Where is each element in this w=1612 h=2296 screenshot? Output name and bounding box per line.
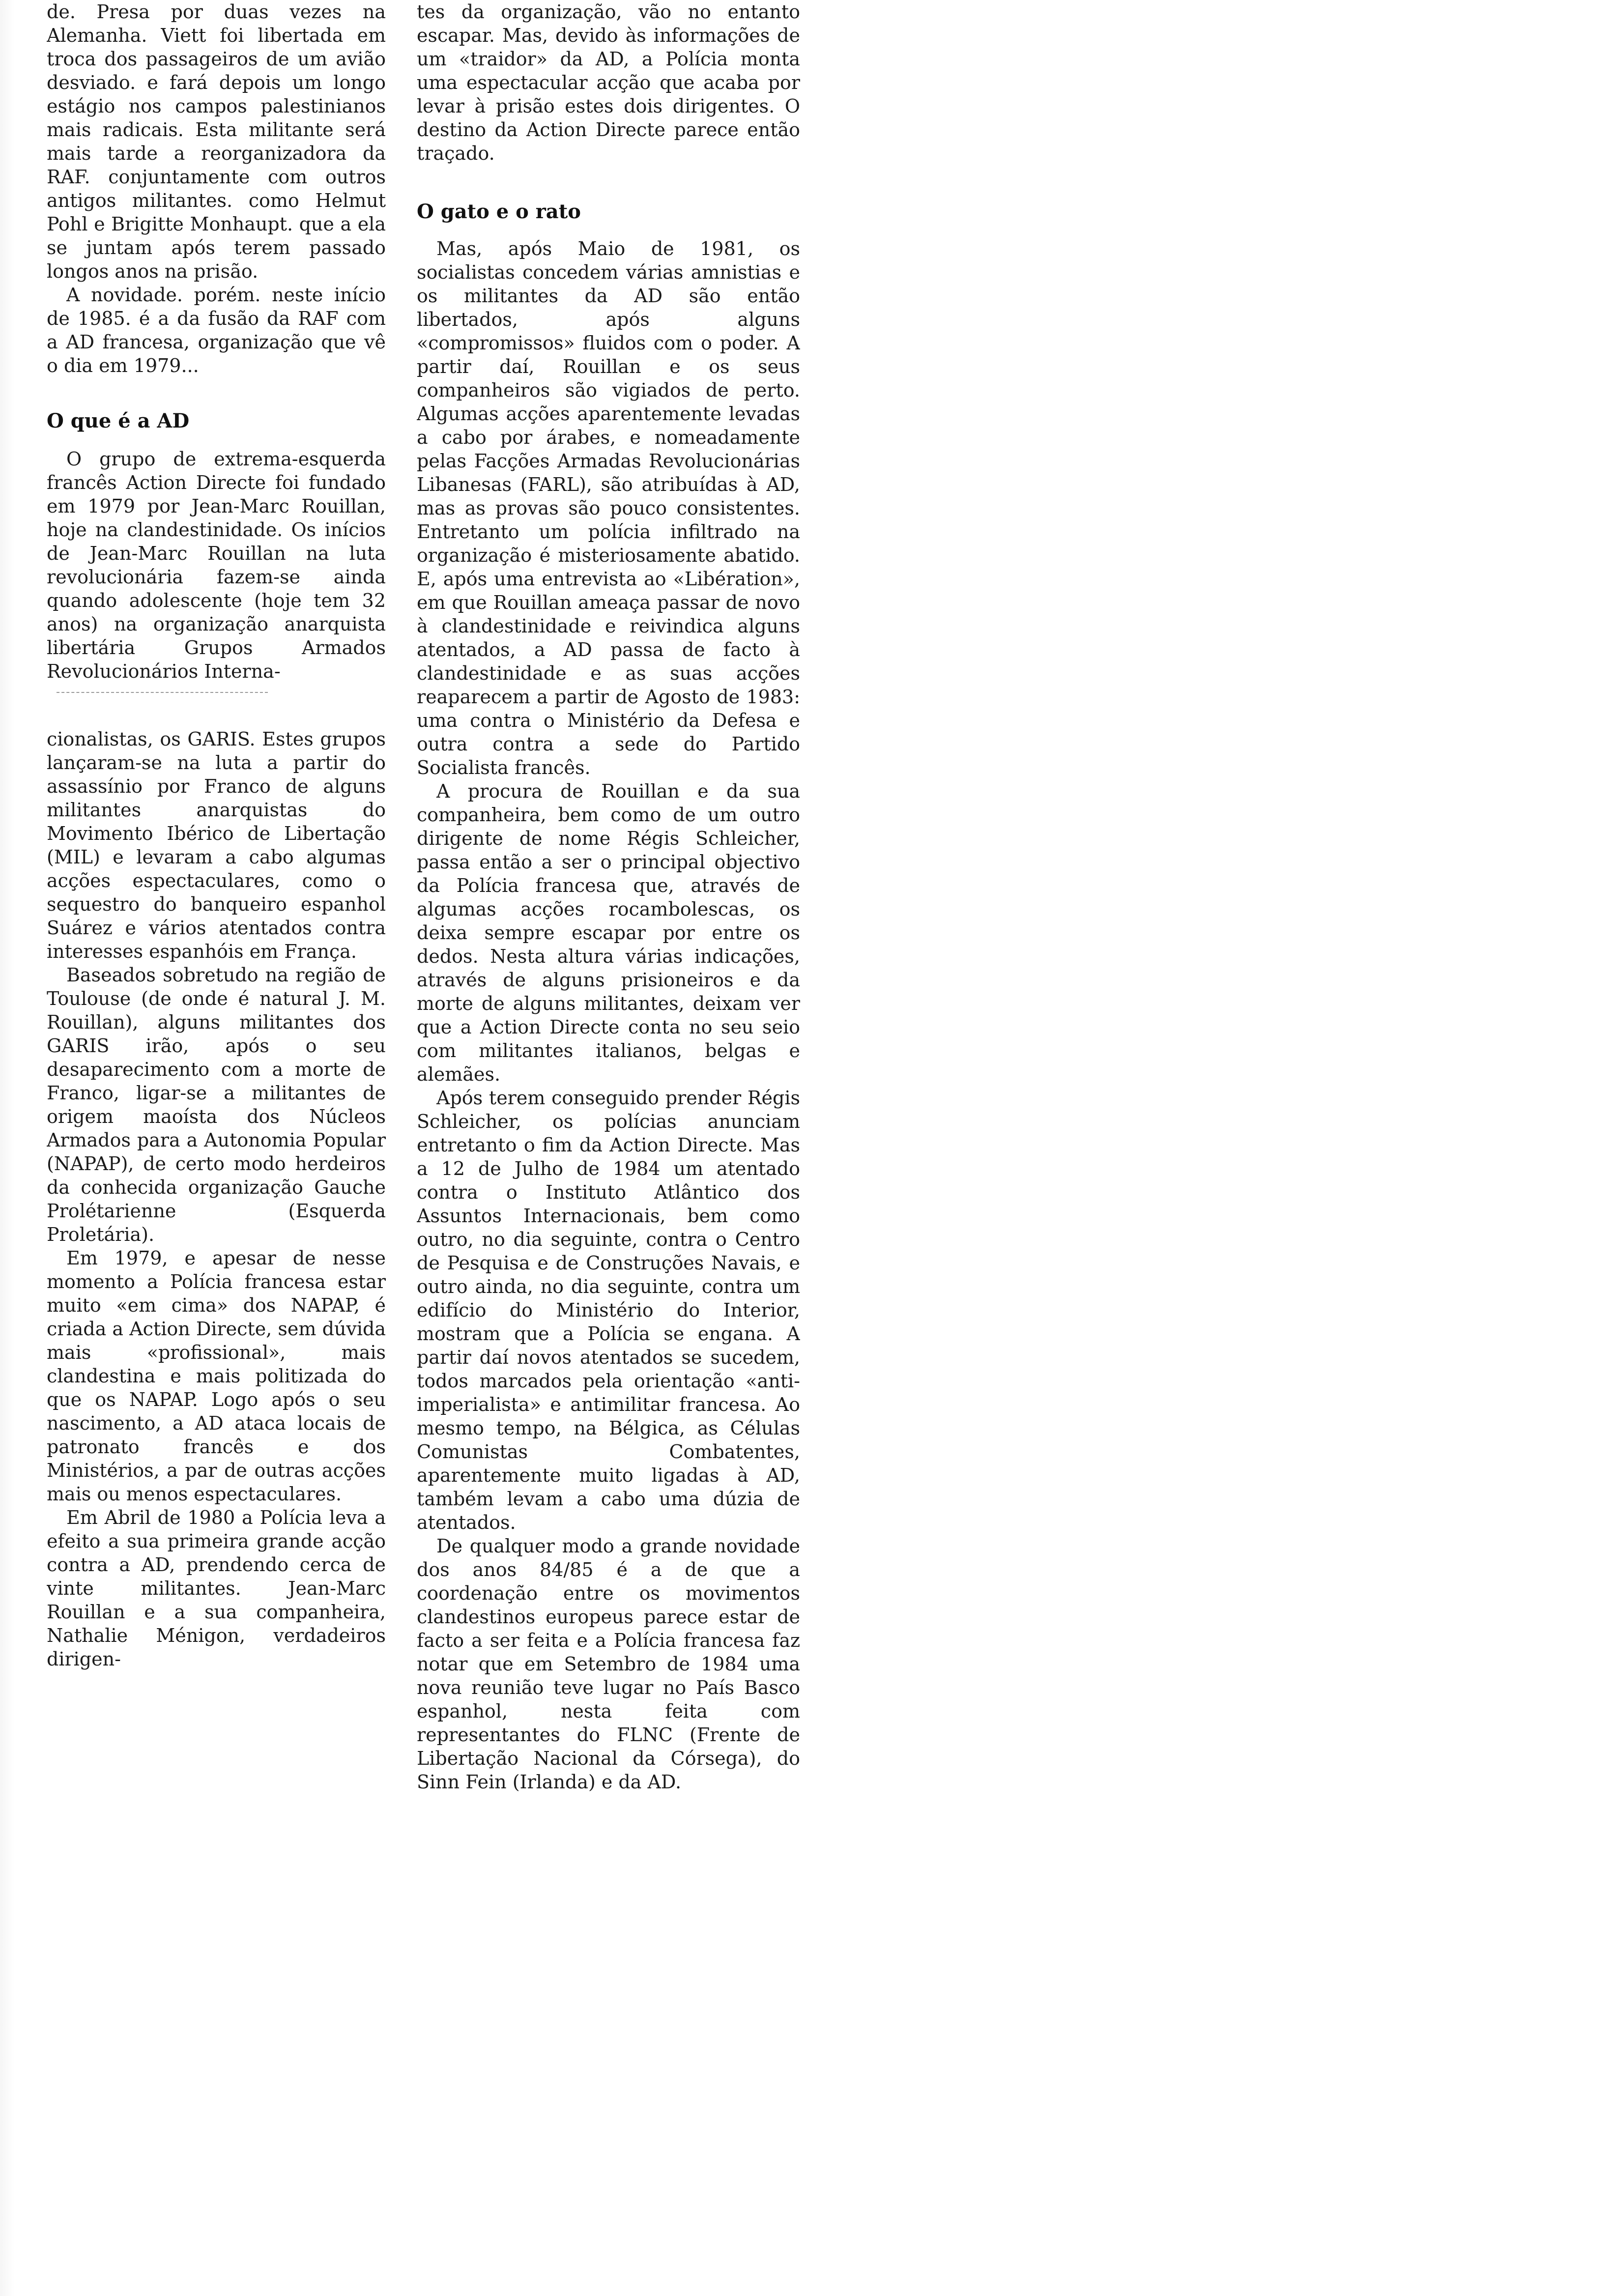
article-paragraph: de. Presa por duas vezes na Alemanha. Viett foi libertada em troca dos passageiros de um avião desviado. e fará depois um longo estágio nos campos palestinianos mais radicais. Esta militante será mais tarde a reorganizadora da RAF. conjuntamente com outros antigos militantes. como Helmut Pohl e Brigitte Monhaupt. que a ela se juntam após terem passado longos anos na prisão. (47, 1, 386, 282)
article-paragraph: De qualquer modo a grande novidade dos anos 84/85 é a de que a coordenação entre os movimentos clandestinos europeus parece estar de facto a ser feita e a Polícia francesa faz notar que em Setembro de 1984 uma nova reunião teve lugar no País Basco espanhol, nesta feita com representantes do FLNC (Frente de Libertação Nacional da Córsega), do Sinn Fein (Irlanda) e da AD. (417, 1535, 800, 1793)
article-paragraph: A novidade. porém. neste início de 1985. é a da fusão da RAF com a AD francesa, organização que vê o dia em 1979... (47, 284, 386, 376)
article-paragraph: O grupo de extrema-esquerda francês Action Directe foi fundado em 1979 por Jean-Marc Rouillan, hoje na clandestinidade. Os inícios de Jean-Marc Rouillan na luta revolucionária fazem-se ainda quando adolescente (hoje tem 32 anos) na organização anarquista libertária Grupos Armados Revolucionários Interna- (47, 448, 386, 682)
article-paragraph: cionalistas, os GARIS. Estes grupos lançaram-se na luta a partir do assassínio por Franco de alguns militantes anarquistas do Movimento Ibérico de Libertação (MIL) e levaram a cabo algumas acções espectaculares, como o sequestro do banqueiro espanhol Suárez e vários atentados contra interesses espanhóis em França. (47, 728, 386, 962)
article-paragraph: Em 1979, e apesar de nesse momento a Polícia francesa estar muito «em cima» dos NAPAP, é criada a Action Directe, sem dúvida mais «profissional», mais clandestina e mais politizada do que os NAPAP. Logo após o seu nascimento, a AD ataca locais de patronato francês e dos Ministérios, a par de outras acções mais ou menos espectaculares. (47, 1247, 386, 1505)
article-paragraph: Em Abril de 1980 a Polícia leva a efeito a sua primeira grande acção contra a AD, prendendo cerca de vinte militantes. Jean-Marc Rouillan e a sua companheira, Nathalie Ménigon, verdadeiros dirigen- (47, 1507, 386, 1670)
article-paragraph: Após terem conseguido prender Régis Schleicher, os polícias anunciam entretanto o fim da Action Directe. Mas a 12 de Julho de 1984 um atentado contra o Instituto Atlântico dos Assuntos Internacionais, bem como outro, no dia seguinte, contra o Centro de Pesquisa e de Construções Navais, e outro ainda, no dia seguinte, contra um edifício do Ministério do Interior, mostram que a Polícia se engana. A partir daí novos atentados se sucedem, todos marcados pela orientação «anti-imperialista» e antimilitar francesa. Ao mesmo tempo, na Bélgica, as Células Comunistas Combatentes, aparentemente muito ligadas à AD, também levam a cabo uma dúzia de atentados. (417, 1087, 800, 1533)
clipping-tear-line (57, 692, 268, 722)
article-column-right (417, 0, 800, 2251)
section-heading-o-gato-e-o-rato: O gato e o rato (417, 200, 581, 223)
article-paragraph: Mas, após Maio de 1981, os socialistas concedem várias amnistias e os militantes da AD são então libertados, após alguns «compromissos» fluidos com o poder. A partir daí, Rouillan e os seus companheiros são vigiados de perto. Algumas acções aparentemente levadas a cabo por árabes, e nomeadamente pelas Facções Armadas Revolucionárias Libanesas (FARL), são atribuídas à AD, mas as provas são pouco consistentes. Entretanto um polícia infiltrado na organização é misteriosamente abatido. E, após uma entrevista ao «Libération», em que Rouillan ameaça passar de novo à clandestinidade e reivindica alguns atentados, a AD passa de facto à clandestinidade e as suas acções reaparecem a partir de Agosto de 1983: uma contra o Ministério da Defesa e outra contra a sede do Partido Socialista francês. (417, 238, 800, 778)
article-paragraph: A procura de Rouillan e da sua companheira, bem como de um outro dirigente de nome Régis Schleicher, passa então a ser o principal objectivo da Polícia francesa que, através de algumas acções rocambolescas, os deixa sempre escapar por entre os dedos. Nesta altura várias indicações, através de alguns prisioneiros e da morte de alguns militantes, deixam ver que a Action Directe conta no seu seio com militantes italianos, belgas e alemães. (417, 780, 800, 1085)
section-heading-o-que-e-a-ad: O que é a AD (47, 409, 190, 432)
scan-edge-shade (0, 0, 15, 2296)
article-column-left (47, 0, 386, 1877)
article-paragraph: Baseados sobretudo na região de Toulouse (de onde é natural J. M. Rouillan), alguns militantes dos GARIS irão, após o seu desaparecimento com a morte de Franco, ligar-se a militantes de origem maoísta dos Núcleos Armados para a Autonomia Popular (NAPAP), de certo modo herdeiros da conhecida organização Gauche Prolétarienne (Esquerda Proletária). (47, 964, 386, 1245)
article-paragraph: tes da organização, vão no entanto escapar. Mas, devido às informações de um «traidor» da AD, a Polícia monta uma espectacular acção que acaba por levar à prisão estes dois dirigentes. O destino da Action Directe parece então traçado. (417, 1, 800, 164)
